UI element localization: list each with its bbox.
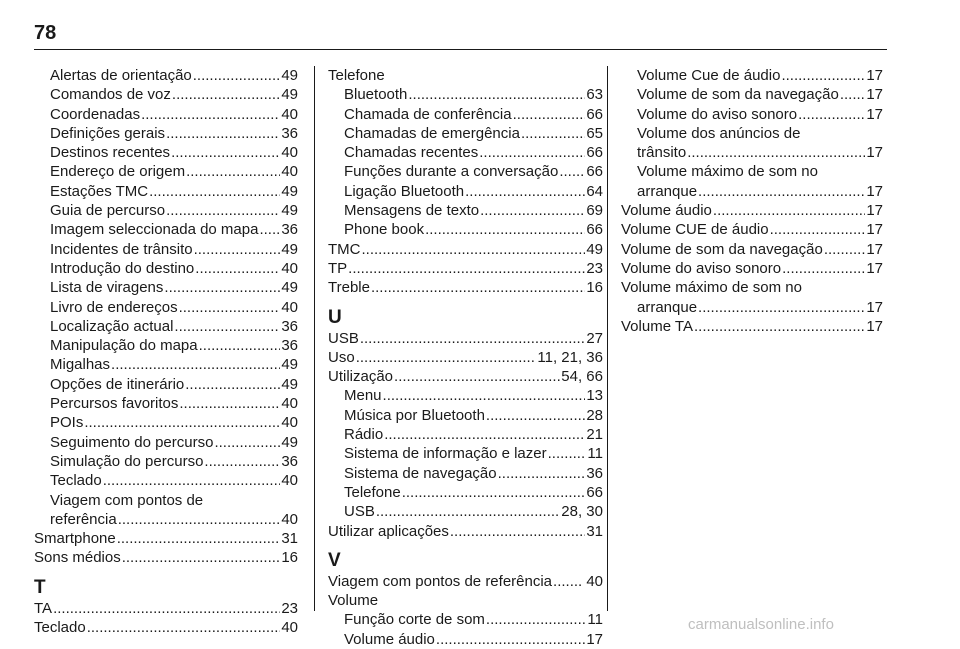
- dot-leader: [513, 105, 586, 124]
- entry-label: Telefone: [344, 483, 401, 501]
- index-entry: [621, 259, 883, 278]
- index-entry: [328, 85, 603, 104]
- index-entry: [621, 105, 883, 124]
- dot-leader: [824, 240, 866, 259]
- dot-leader: [149, 182, 280, 201]
- dot-leader: [171, 143, 280, 162]
- entry-label: Livro de endereços: [50, 298, 178, 316]
- entry-label: Rádio: [344, 426, 384, 444]
- index-entry: [34, 355, 298, 374]
- entry-pages: 17: [866, 144, 883, 162]
- entry-pages: 17: [866, 259, 883, 277]
- dot-leader: [770, 220, 866, 239]
- dot-leader: [713, 201, 865, 220]
- entry-label: TP: [328, 259, 348, 277]
- dot-leader: [798, 105, 865, 124]
- entry-label: trânsito: [637, 144, 687, 162]
- entry-label: Sons médios: [34, 549, 121, 567]
- entry-label: Localização actual: [50, 317, 174, 335]
- entry-pages: 31: [586, 522, 603, 540]
- dot-leader: [166, 201, 280, 220]
- index-entry: [328, 143, 603, 162]
- entry-label: POIs: [50, 414, 84, 432]
- index-entry: [34, 433, 298, 452]
- entry-pages: 16: [281, 549, 298, 567]
- index-entry: [328, 630, 603, 649]
- entry-label: Teclado: [50, 472, 102, 490]
- entry-pages: 49: [281, 67, 298, 84]
- entry-pages: 40: [281, 144, 298, 162]
- entry-pages: 23: [281, 599, 298, 617]
- entry-label: Funções durante a conversação: [344, 163, 559, 181]
- index-entry: [328, 240, 603, 259]
- dot-leader: [194, 240, 281, 259]
- entry-label: Volume CUE de áudio: [621, 221, 769, 239]
- entry-pages: 63: [586, 86, 603, 104]
- dot-leader: [204, 452, 280, 471]
- entry-label: Teclado: [34, 619, 86, 637]
- entry-label: Lista de viragens: [50, 279, 164, 297]
- watermark: carmanualsonline.info: [688, 616, 834, 633]
- index-entry: [34, 375, 298, 394]
- entry-pages: 40: [281, 105, 298, 123]
- dot-leader: [376, 502, 560, 521]
- entry-label: Utilizar aplicações: [328, 522, 449, 540]
- entry-pages: 17: [866, 202, 883, 220]
- section-letter: U: [328, 306, 342, 328]
- index-entry: [34, 599, 298, 618]
- dot-leader: [479, 143, 585, 162]
- entry-pages: 11: [587, 611, 603, 629]
- entry-label: Smartphone: [34, 530, 116, 548]
- dot-leader: [450, 522, 585, 541]
- section-letter: T: [34, 576, 46, 598]
- index-entry: [328, 367, 603, 386]
- entry-pages: 36: [281, 317, 298, 335]
- dot-leader: [348, 259, 585, 278]
- entry-pages: 66: [586, 221, 603, 239]
- dot-leader: [174, 317, 280, 336]
- index-entry: [621, 201, 883, 220]
- entry-label: arranque: [637, 182, 698, 200]
- index-entry: [34, 618, 298, 637]
- index-heading-entry: Volume: [328, 592, 379, 610]
- entry-label: Viagem com pontos de referência: [328, 572, 553, 590]
- index-entry: [34, 336, 298, 355]
- dot-leader: [166, 124, 280, 143]
- entry-pages: 49: [281, 86, 298, 104]
- index-entry-continued: Volume dos anúncios de: [637, 124, 801, 142]
- dot-leader: [84, 413, 280, 432]
- index-entry: [328, 502, 603, 521]
- entry-pages: 66: [586, 144, 603, 162]
- entry-label: USB: [344, 503, 375, 521]
- index-entry: [328, 201, 603, 220]
- section-letter: V: [328, 549, 341, 571]
- index-entry-continued: Volume máximo de som no: [621, 279, 802, 297]
- entry-label: Ligação Bluetooth: [344, 182, 465, 200]
- entry-pages: 17: [866, 182, 883, 200]
- entry-label: Volume de som da navegação: [621, 240, 823, 258]
- entry-pages: 17: [866, 317, 883, 335]
- entry-pages: 49: [281, 202, 298, 220]
- entry-label: Definições gerais: [50, 124, 166, 142]
- dot-leader: [486, 610, 587, 629]
- entry-pages: 54, 66: [561, 368, 603, 386]
- entry-label: Volume áudio: [344, 630, 435, 648]
- entry-label: Utilização: [328, 368, 394, 386]
- entry-label: Função corte de som: [344, 611, 485, 629]
- dot-leader: [360, 329, 585, 348]
- entry-label: Phone book: [344, 221, 425, 239]
- entry-label: Volume do aviso sonoro: [621, 259, 782, 277]
- index-entry: [621, 85, 883, 104]
- dot-leader: [195, 259, 280, 278]
- dot-leader: [185, 375, 280, 394]
- dot-leader: [383, 386, 586, 405]
- entry-pages: 17: [866, 105, 883, 123]
- index-entry: [328, 444, 603, 463]
- entry-label: Volume TA: [621, 317, 693, 335]
- dot-leader: [362, 240, 586, 259]
- entry-pages: 17: [866, 298, 883, 316]
- entry-pages: 36: [281, 337, 298, 355]
- index-entry-continued: Viagem com pontos de: [50, 491, 204, 509]
- dot-leader: [179, 298, 281, 317]
- index-entry: [34, 162, 298, 181]
- entry-label: Destinos recentes: [50, 144, 171, 162]
- entry-pages: 40: [281, 298, 298, 316]
- index-column-3: [621, 66, 883, 336]
- entry-pages: 23: [586, 259, 603, 277]
- entry-pages: 40: [281, 414, 298, 432]
- dot-leader: [356, 348, 537, 367]
- entry-pages: 49: [586, 240, 603, 258]
- index-entry: [328, 572, 603, 591]
- entry-pages: 66: [586, 105, 603, 123]
- index-entry: [328, 162, 603, 181]
- column-divider: [314, 66, 315, 611]
- entry-pages: 66: [586, 163, 603, 181]
- index-entry: [34, 413, 298, 432]
- entry-pages: 49: [281, 279, 298, 297]
- entry-pages: 49: [281, 182, 298, 200]
- dot-leader: [122, 548, 281, 567]
- entry-pages: 69: [586, 202, 603, 220]
- index-entry: [621, 240, 883, 259]
- dot-leader: [214, 433, 280, 452]
- index-entry: [34, 220, 298, 239]
- dot-leader: [111, 355, 280, 374]
- entry-label: Chamadas de emergência: [344, 124, 520, 142]
- dot-leader: [425, 220, 585, 239]
- entry-pages: 21: [586, 426, 603, 444]
- dot-leader: [782, 259, 865, 278]
- entry-label: Mensagens de texto: [344, 202, 480, 220]
- index-entry: [328, 406, 603, 425]
- entry-pages: 36: [281, 452, 298, 470]
- dot-leader: [172, 85, 280, 104]
- dot-leader: [687, 143, 865, 162]
- index-heading-entry: Telefone: [328, 67, 385, 84]
- entry-label: Seguimento do percurso: [50, 433, 214, 451]
- entry-pages: 17: [866, 86, 883, 104]
- dot-leader: [186, 162, 280, 181]
- dot-leader: [694, 317, 865, 336]
- entry-label: Volume do aviso sonoro: [637, 105, 798, 123]
- dot-leader: [199, 336, 281, 355]
- column-divider: [607, 66, 608, 611]
- dot-leader: [486, 406, 585, 425]
- dot-leader: [118, 510, 281, 529]
- index-entry: [34, 240, 298, 259]
- index-entry: [328, 182, 603, 201]
- header-rule: [34, 49, 887, 50]
- entry-pages: 40: [281, 619, 298, 637]
- index-entry: [621, 182, 883, 201]
- index-entry: [328, 610, 603, 629]
- entry-pages: 17: [866, 221, 883, 239]
- index-entry: [328, 220, 603, 239]
- entry-label: TA: [34, 599, 53, 617]
- index-column-2: [328, 66, 603, 649]
- index-entry: [328, 386, 603, 405]
- index-entry: [34, 278, 298, 297]
- entry-pages: 49: [281, 356, 298, 374]
- index-entry: [328, 522, 603, 541]
- entry-label: Imagem seleccionada do mapa: [50, 221, 259, 239]
- entry-label: Migalhas: [50, 356, 111, 374]
- dot-leader: [103, 471, 281, 490]
- page-number: 78: [34, 22, 57, 44]
- entry-pages: 40: [281, 395, 298, 413]
- dot-leader: [408, 85, 585, 104]
- index-entry: [34, 143, 298, 162]
- index-entry: [34, 548, 298, 567]
- index-entry: [34, 259, 298, 278]
- entry-pages: 40: [586, 572, 603, 590]
- entry-label: Coordenadas: [50, 105, 141, 123]
- index-entry: [34, 510, 298, 529]
- entry-pages: 66: [586, 483, 603, 501]
- index-entry: [328, 483, 603, 502]
- entry-label: Introdução do destino: [50, 259, 195, 277]
- index-entry: [621, 220, 883, 239]
- entry-label: Volume de som da navegação: [637, 86, 839, 104]
- entry-label: referência: [50, 510, 117, 528]
- dot-leader: [117, 529, 281, 548]
- index-entry: [34, 85, 298, 104]
- dot-leader: [436, 630, 585, 649]
- entry-pages: 27: [586, 329, 603, 347]
- dot-leader: [553, 572, 581, 591]
- dot-leader: [559, 162, 585, 181]
- entry-pages: 49: [281, 375, 298, 393]
- entry-label: Chamadas recentes: [344, 144, 479, 162]
- entry-pages: 16: [586, 279, 603, 297]
- entry-label: Volume áudio: [621, 202, 712, 220]
- index-entry: [621, 143, 883, 162]
- entry-label: Música por Bluetooth: [344, 406, 485, 424]
- index-entry: [328, 425, 603, 444]
- entry-pages: 17: [866, 240, 883, 258]
- entry-pages: 36: [586, 464, 603, 482]
- entry-label: Treble: [328, 279, 370, 297]
- entry-pages: 49: [281, 433, 298, 451]
- dot-leader: [394, 367, 560, 386]
- entry-label: Sistema de navegação: [344, 464, 497, 482]
- entry-pages: 36: [281, 221, 298, 239]
- entry-pages: 40: [281, 472, 298, 490]
- entry-pages: 28, 30: [561, 503, 603, 521]
- index-entry: [34, 394, 298, 413]
- index-entry: [34, 298, 298, 317]
- entry-label: TMC: [328, 240, 361, 258]
- entry-pages: 40: [281, 259, 298, 277]
- entry-pages: 17: [586, 630, 603, 648]
- index-entry: [34, 105, 298, 124]
- dot-leader: [498, 464, 586, 483]
- entry-pages: 17: [866, 67, 883, 84]
- index-column-1: [34, 66, 298, 637]
- dot-leader: [781, 66, 865, 85]
- dot-leader: [480, 201, 585, 220]
- dot-leader: [164, 278, 280, 297]
- index-entry: [621, 317, 883, 336]
- index-entry-continued: Volume máximo de som no: [637, 163, 818, 181]
- index-entry: [328, 278, 603, 297]
- entry-pages: 49: [281, 240, 298, 258]
- entry-pages: 11: [587, 445, 603, 463]
- index-entry: [328, 259, 603, 278]
- index-entry: [34, 201, 298, 220]
- entry-label: Menu: [344, 387, 382, 405]
- entry-pages: 36: [281, 124, 298, 142]
- dot-leader: [548, 444, 587, 463]
- dot-leader: [371, 278, 585, 297]
- index-entry: [328, 464, 603, 483]
- index-entry: [34, 452, 298, 471]
- entry-pages: 65: [586, 124, 603, 142]
- entry-label: Volume Cue de áudio: [637, 67, 781, 84]
- entry-label: Manipulação do mapa: [50, 337, 198, 355]
- dot-leader: [259, 220, 280, 239]
- entry-label: Percursos favoritos: [50, 395, 179, 413]
- dot-leader: [402, 483, 586, 502]
- dot-leader: [698, 298, 865, 317]
- entry-pages: 13: [586, 387, 603, 405]
- entry-label: USB: [328, 329, 359, 347]
- entry-label: Uso: [328, 348, 355, 366]
- entry-label: Incidentes de trânsito: [50, 240, 193, 258]
- index-entry: [34, 317, 298, 336]
- entry-label: Endereço de origem: [50, 163, 186, 181]
- entry-label: Chamada de conferência: [344, 105, 512, 123]
- entry-label: Comandos de voz: [50, 86, 171, 104]
- dot-leader: [465, 182, 585, 201]
- dot-leader: [179, 394, 280, 413]
- entry-label: Estações TMC: [50, 182, 149, 200]
- entry-label: Bluetooth: [344, 86, 408, 104]
- index-entry: [621, 66, 883, 85]
- entry-pages: 31: [281, 530, 298, 548]
- entry-label: Opções de itinerário: [50, 375, 185, 393]
- dot-leader: [87, 618, 281, 637]
- entry-pages: 28: [586, 406, 603, 424]
- index-entry: [328, 348, 603, 367]
- index-entry: [34, 182, 298, 201]
- entry-label: Guia de percurso: [50, 202, 166, 220]
- index-entry: [34, 66, 298, 85]
- index-entry: [328, 105, 603, 124]
- index-entry: [328, 124, 603, 143]
- dot-leader: [521, 124, 585, 143]
- entry-pages: 64: [586, 182, 603, 200]
- dot-leader: [53, 599, 280, 618]
- entry-label: Simulação do percurso: [50, 452, 204, 470]
- dot-leader: [840, 85, 866, 104]
- entry-pages: 40: [281, 510, 298, 528]
- entry-label: arranque: [637, 298, 698, 316]
- entry-pages: 11, 21, 36: [537, 348, 603, 366]
- entry-pages: 40: [281, 163, 298, 181]
- dot-leader: [193, 66, 281, 85]
- entry-label: Sistema de informação e lazer: [344, 445, 547, 463]
- index-entry: [34, 471, 298, 490]
- index-entry: [621, 298, 883, 317]
- index-entry: [34, 529, 298, 548]
- dot-leader: [698, 182, 865, 201]
- index-entry: [34, 124, 298, 143]
- entry-label: Alertas de orientação: [50, 67, 192, 84]
- dot-leader: [141, 105, 280, 124]
- dot-leader: [384, 425, 585, 444]
- index-entry: [328, 329, 603, 348]
